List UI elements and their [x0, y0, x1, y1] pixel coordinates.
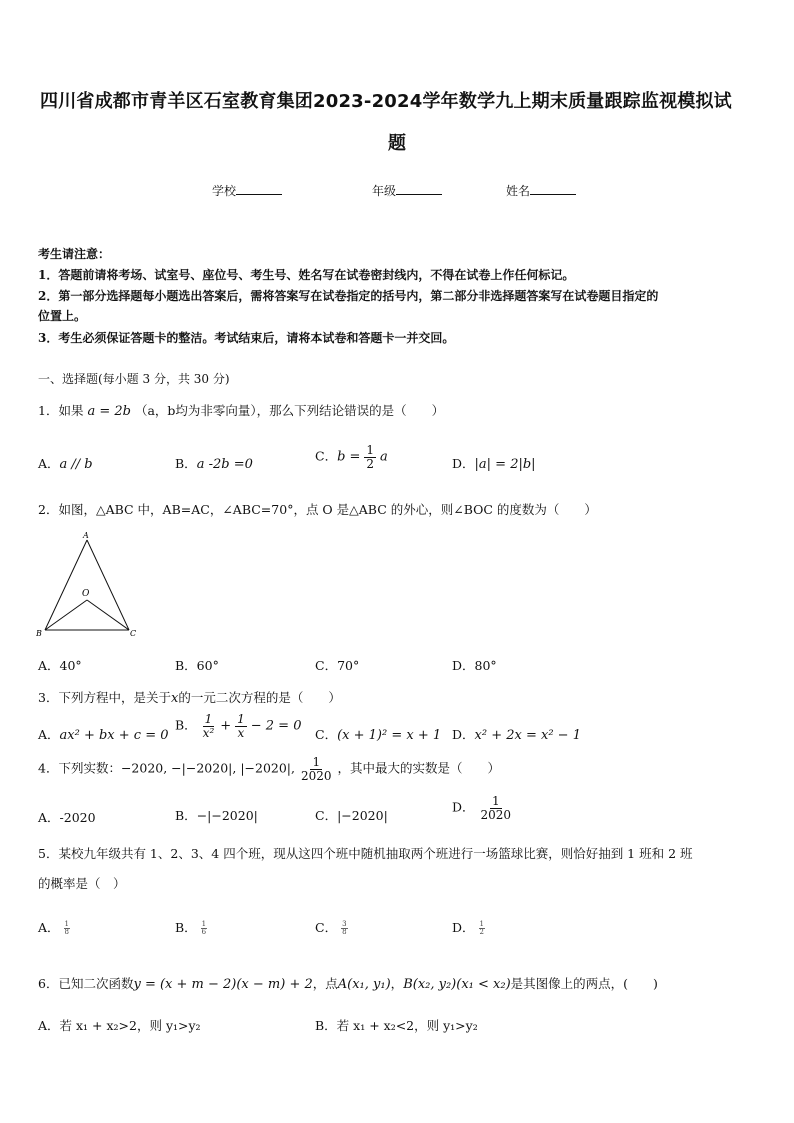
- page-title-line2: 题: [388, 133, 407, 154]
- q5-d-num: 1: [479, 920, 484, 928]
- q3-b-den1: x²: [202, 725, 215, 740]
- q6-text-mid: ，点: [312, 976, 338, 991]
- q5-b-num: 1: [201, 920, 207, 928]
- q5-d-den: 2: [479, 928, 484, 936]
- vertex-a-label: A: [83, 531, 89, 540]
- q5-b-den: 6: [201, 928, 207, 936]
- q2-option-d: D．80°: [452, 658, 497, 673]
- q4-option-d-label: D．: [452, 799, 475, 815]
- q1-option-b-label: B．: [175, 456, 197, 471]
- vertex-b-label: B: [36, 629, 42, 638]
- q3-option-c-label: C．: [315, 727, 338, 742]
- q3-option-b-label: B．: [175, 717, 197, 733]
- name-label: 姓名: [506, 184, 531, 198]
- q5-option-b-fraction: [201, 921, 207, 936]
- q2-option-c: C．70°: [315, 658, 360, 673]
- triangle-figure: [36, 530, 141, 640]
- q1-c-denominator: 2: [366, 456, 375, 471]
- q4-d-den: 2020: [480, 807, 512, 822]
- segment-ob: [45, 600, 87, 630]
- q5-option-c: [315, 918, 348, 936]
- q5-option-a-fraction: [64, 921, 70, 936]
- q4-option-b-expr: −|−2020|: [196, 808, 258, 823]
- q3-option-d-expr: x² + 2x = x² − 1: [474, 728, 581, 743]
- q4-stem-den: 2020: [300, 768, 332, 783]
- q3-text-pre: 3．下列方程中，是关于: [38, 690, 171, 705]
- name-field: [506, 182, 576, 199]
- question-2-stem: 2．如图，△ABC 中，AB=AC，∠ABC=70°，点 O 是△ABC 的外心，则∠BOC 的度数为（ ）: [38, 502, 597, 517]
- q5-option-d-fraction: [479, 921, 485, 936]
- notice-item-3: 3．考生必须保证答题卡的整洁。考试结束后，请将本试卷和答题卡一并交回。: [38, 331, 455, 345]
- q4-text-post: ，其中最大的实数是（ ）: [337, 760, 501, 776]
- section-heading: 一、选择题(每小题 3 分，共 30 分): [38, 372, 230, 386]
- q4-option-d: [452, 795, 513, 821]
- q3-option-c: [315, 725, 441, 743]
- q5-option-c-fraction: [341, 921, 347, 936]
- q4-option-b-label: B．: [175, 808, 197, 823]
- q3-b-den2: x: [237, 725, 245, 740]
- q6-condition: (x₁ < x₂): [456, 977, 511, 992]
- q4-d-num: 1: [491, 794, 500, 808]
- q3-option-a-expr: ax² + bx + c = 0: [59, 728, 169, 743]
- q3-b-num2: 1: [237, 712, 245, 726]
- question-3-stem: [38, 688, 341, 706]
- q4-stem-fraction: [299, 756, 334, 782]
- q1-expression: a = 2b: [87, 404, 131, 419]
- q3-text-post: 的一元二次方程的是（ ）: [178, 690, 341, 705]
- q6-function: y = (x + m − 2)(x − m) + 2: [133, 977, 313, 992]
- q3-option-b: [175, 713, 301, 739]
- q4-option-c: [315, 806, 388, 824]
- q6-text-post: 是其图像上的两点，( ): [510, 976, 658, 991]
- question-6-stem: 6．已知二次函数y = (x + m − 2)(x − m) + 2，点A(x₁, y₁)，B(x₂, y₂)(x₁ < x₂)是其图像上的两点，( ): [38, 976, 658, 992]
- q5-option-a-label: A．: [38, 920, 60, 935]
- question-5-stem-line2: 的概率是（ ）: [38, 876, 126, 891]
- school-blank: [236, 182, 282, 195]
- q4-text-pre: 4．下列实数：−2020, −|−2020|, |−2020|,: [38, 760, 295, 776]
- school-field: [212, 182, 282, 199]
- question-4-stem: [38, 756, 500, 782]
- page-title-line1: 四川省成都市青羊区石室教育集团2023-2024学年数学九上期末质量跟踪监视模拟试: [40, 91, 732, 112]
- q3-b-num1: 1: [204, 712, 213, 726]
- grade-blank: [396, 182, 442, 195]
- q1-option-c-label: C．: [315, 448, 338, 464]
- name-blank: [530, 182, 576, 195]
- q3-option-a-label: A．: [38, 727, 60, 742]
- q4-option-a: A．-2020: [38, 810, 96, 825]
- q1-prefix: 1．如果: [38, 403, 84, 418]
- q2-option-b: B．60°: [175, 658, 219, 673]
- q5-c-den: 8: [342, 928, 347, 936]
- grade-label: 年级: [372, 184, 397, 198]
- q1-option-d-label: D．: [452, 456, 475, 471]
- notice-item-2-line2: 位置上。: [38, 309, 87, 323]
- q1-condition: （a，b均为非零向量），那么下列结论错误的是（ ）: [134, 403, 445, 418]
- notice-item-1: 1．答题前请将考场、试室号、座位号、考生号、姓名写在试卷密封线内，不得在试卷上作任何标记。: [38, 268, 575, 282]
- q5-a-num: 1: [64, 920, 69, 928]
- q3-b-tail: − 2 = 0: [250, 718, 302, 734]
- side-ab: [45, 540, 87, 630]
- notice-item-2-line1: 2．第一部分选择题每小题选出答案后，需将答案写在试卷指定的括号内，第二部分非选择题答案写在试卷题目指定的: [38, 289, 659, 303]
- q1-c-numerator: 1: [366, 443, 375, 457]
- q1-option-c-lhs: b =: [337, 449, 361, 465]
- q6-option-a: A．若 x₁ + x₂>2，则 y₁>y₂: [38, 1018, 201, 1033]
- q5-option-a: [38, 918, 70, 936]
- q5-a-den: 8: [64, 928, 69, 936]
- vertex-c-label: C: [130, 629, 137, 638]
- q4-option-c-expr: |−2020|: [337, 808, 388, 823]
- grade-field: [372, 182, 442, 199]
- q3-variable: x: [170, 691, 179, 706]
- q3-b-plus: +: [220, 718, 232, 734]
- q1-option-d: [452, 454, 536, 472]
- q1-option-a-expr: a // b: [59, 457, 93, 472]
- circumcenter-o-label: O: [82, 589, 90, 599]
- q5-option-b-label: B．: [175, 920, 197, 935]
- question-1-stem: [38, 401, 444, 419]
- q5-option-c-label: C．: [315, 920, 338, 935]
- segment-oc: [87, 600, 129, 630]
- q6-text-pre: 6．已知二次函数: [38, 976, 134, 991]
- q6-point-b: B(x₂, y₂): [403, 977, 457, 992]
- question-5-stem-line1: 5．某校九年级共有 1、2、3、4 四个班，现从这四个班中随机抽取两个班进行一场篮球比赛，则恰好抽到 1 班和 2 班: [38, 846, 693, 861]
- q5-option-d: [452, 918, 485, 936]
- q1-option-b: [175, 454, 253, 472]
- q3-option-d: [452, 725, 581, 743]
- q5-c-num: 3: [342, 920, 347, 928]
- q5-option-b: [175, 918, 207, 936]
- q5-option-d-label: D．: [452, 920, 475, 935]
- q1-option-a: [38, 454, 93, 472]
- q6-point-a: A(x₁, y₁): [337, 977, 391, 992]
- q4-option-d-fraction: [479, 795, 514, 821]
- notice-heading: 考生请注意：: [38, 247, 111, 261]
- q1-option-c-fraction: [364, 444, 376, 470]
- q3-b-fraction-2: [235, 713, 247, 739]
- q1-option-a-label: A．: [38, 456, 60, 471]
- q1-option-d-expr: |a| = 2|b|: [474, 457, 536, 472]
- q6-option-b: B．若 x₁ + x₂<2，则 y₁>y₂: [315, 1018, 478, 1033]
- q1-option-b-expr: a -2b =0: [196, 457, 253, 472]
- school-label: 学校: [212, 184, 237, 198]
- q3-b-fraction-1: [201, 713, 217, 739]
- q4-option-b: [175, 806, 258, 824]
- side-ac: [87, 540, 129, 630]
- q3-option-c-expr: (x + 1)² = x + 1: [337, 728, 442, 743]
- q3-option-a: [38, 725, 169, 743]
- q4-stem-num: 1: [312, 755, 321, 769]
- q1-option-c-rhs: a: [380, 449, 388, 465]
- q1-option-c: [315, 444, 388, 470]
- q2-option-a: A．40°: [38, 658, 82, 673]
- q3-option-d-label: D．: [452, 727, 475, 742]
- q4-option-c-label: C．: [315, 808, 338, 823]
